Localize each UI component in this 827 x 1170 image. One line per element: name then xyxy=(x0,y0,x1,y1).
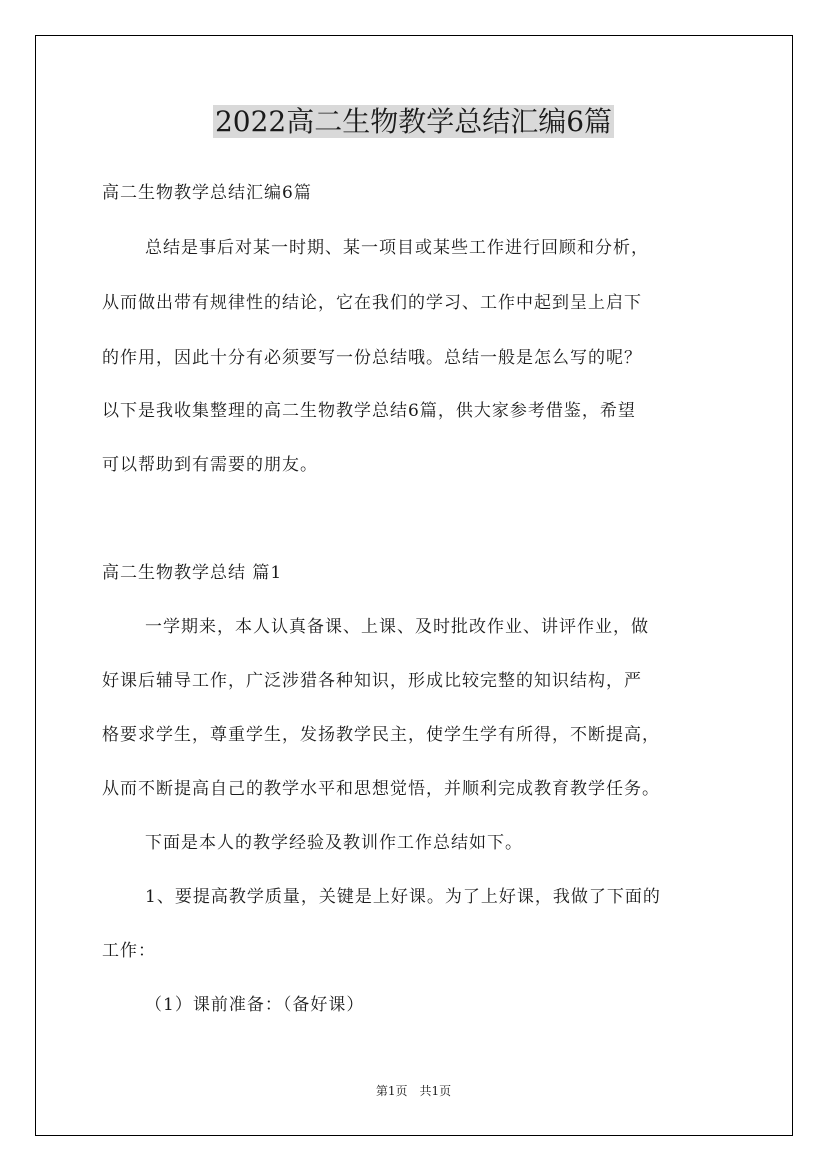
paragraph-line: 好课后辅导工作，广泛涉猎各种知识，形成比较完整的知识结构，严 xyxy=(102,671,642,691)
paragraph-line: 格要求学生，尊重学生，发扬教学民主，使学生学有所得，不断提高， xyxy=(102,725,660,745)
paragraph-line: 1、要提高教学质量，关键是上好课。为了上好课，我做了下面的 xyxy=(145,887,661,907)
paragraph-line: 以下是我收集整理的高二生物教学总结6篇，供大家参考借鉴，希望 xyxy=(102,401,636,421)
paragraph-line: 下面是本人的教学经验及教训作工作总结如下。 xyxy=(145,833,523,853)
document-title-text: 2022高二生物教学总结汇编6篇 xyxy=(214,105,613,138)
section-heading: 高二生物教学总结 篇1 xyxy=(102,563,283,583)
paragraph-line: 从而做出带有规律性的结论，它在我们的学习、工作中起到呈上启下 xyxy=(102,293,642,313)
paragraph-line: 从而不断提高自己的教学水平和思想觉悟，并顺利完成教育教学任务。 xyxy=(102,779,660,799)
paragraph-line: 总结是事后对某一时期、某一项目或某些工作进行回顾和分析， xyxy=(145,238,649,258)
paragraph-line: 的作用，因此十分有必须要写一份总结哦。总结一般是怎么写的呢？ xyxy=(102,348,642,368)
paragraph-line: 工作： xyxy=(102,941,156,961)
page-number: 第1页 共1页 xyxy=(375,1084,452,1098)
document-title xyxy=(0,100,827,144)
paragraph-line: 可以帮助到有需要的朋友。 xyxy=(102,455,318,475)
subtitle-line: 高二生物教学总结汇编6篇 xyxy=(102,183,312,203)
list-item: （1）课前准备：（备好课） xyxy=(145,995,365,1015)
paragraph-line: 一学期来，本人认真备课、上课、及时批改作业、讲评作业，做 xyxy=(145,617,649,637)
